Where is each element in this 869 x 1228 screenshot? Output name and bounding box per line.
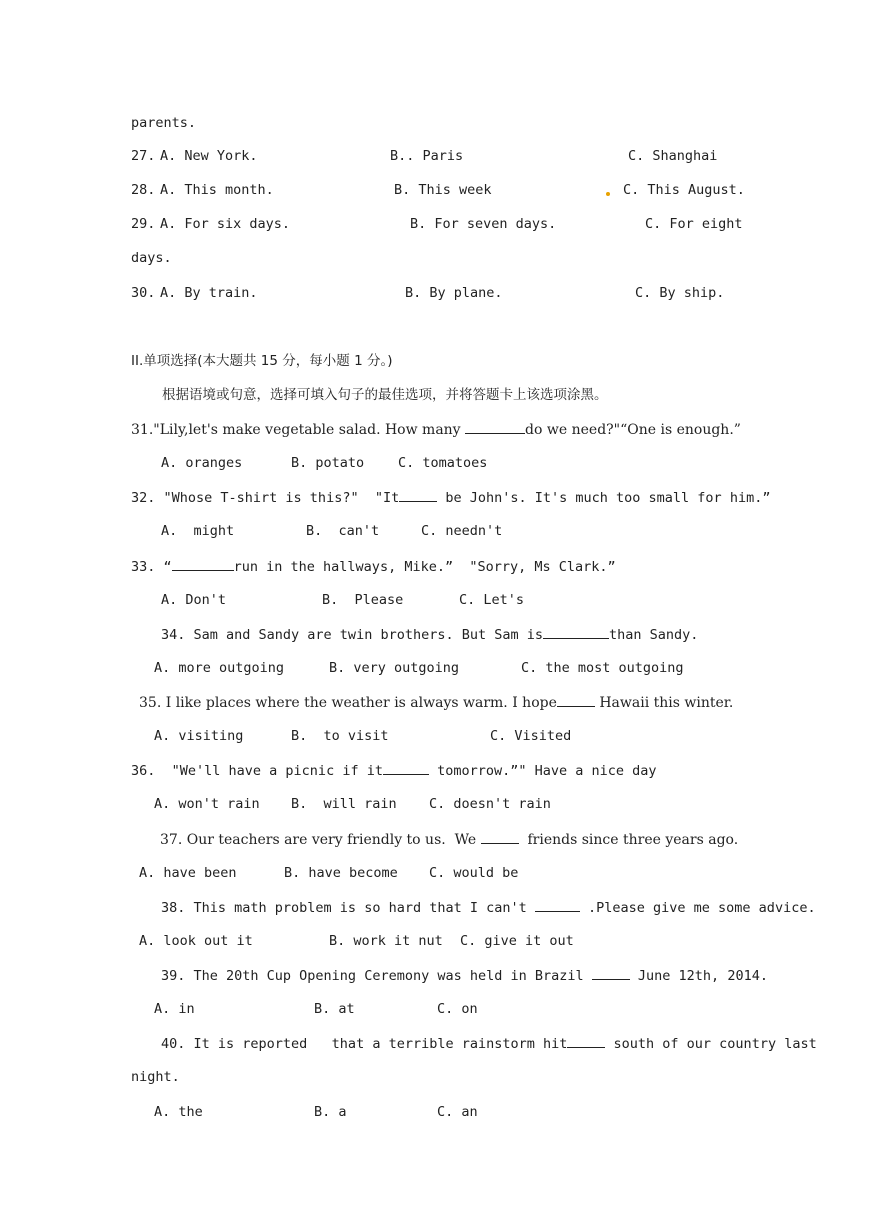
- option-c: C. For eight: [645, 216, 743, 232]
- option-c: C. Let's: [459, 592, 525, 608]
- option-b: B. can't: [306, 523, 380, 539]
- question-stem: 38. This math problem is so hard that I can't .Please give me some advice.: [161, 900, 816, 916]
- section-instruction: 根据语境或句意，选择可填入句子的最佳选项，并将答题卡上该选项涂黑。: [162, 387, 608, 403]
- option-c: C. By ship.: [635, 285, 725, 301]
- option-c-wrap: days.: [131, 250, 172, 266]
- question-stem-wrap: night.: [131, 1069, 180, 1085]
- question-number: 29.: [131, 216, 156, 232]
- answer-blank: [465, 420, 525, 434]
- answer-blank: [567, 1034, 605, 1048]
- question-number: 30.: [131, 285, 156, 301]
- continuation-text: parents.: [131, 115, 197, 131]
- option-c: C. Visited: [490, 728, 572, 744]
- option-b: B. very outgoing: [329, 660, 460, 676]
- option-c: C. would be: [429, 865, 519, 881]
- option-b: B. By plane.: [405, 285, 503, 301]
- option-c: C. give it out: [460, 933, 574, 949]
- answer-blank: [172, 557, 234, 571]
- option-b: B. potato: [291, 455, 365, 471]
- answer-blank: [557, 693, 595, 707]
- option-c: C. needn't: [421, 523, 503, 539]
- option-a: A. visiting: [154, 728, 244, 744]
- option-b: B. at: [314, 1001, 355, 1017]
- option-b: B. to visit: [291, 728, 389, 744]
- option-c: C. doesn't rain: [429, 796, 551, 812]
- option-c: C. an: [437, 1104, 478, 1120]
- option-b: B. work it nut: [329, 933, 443, 949]
- option-c: C. Shanghai: [628, 148, 718, 164]
- answer-blank: [481, 830, 519, 844]
- question-number: 27.: [131, 148, 156, 164]
- option-a: A. the: [154, 1104, 203, 1120]
- answer-blank: [535, 898, 580, 912]
- question-stem: 37. Our teachers are very friendly to us. We friends since three years ago.: [160, 832, 739, 848]
- question-stem: 36. "We'll have a picnic if it tomorrow.”" Have a nice day: [131, 763, 657, 779]
- question-stem: 31."Lily,let's make vegetable salad. How many do we need?"“One is enough.”: [131, 422, 741, 438]
- section-heading: II.单项选择(本大题共 15 分，每小题 1 分。): [131, 353, 393, 369]
- question-stem: 40. It is reported that a terrible rainstorm hit south of our country last: [161, 1036, 817, 1052]
- stray-mark: [606, 192, 610, 196]
- option-a: A. This month.: [160, 182, 274, 198]
- question-stem: 34. Sam and Sandy are twin brothers. But Sam is than Sandy.: [161, 627, 699, 643]
- option-a: A. For six days.: [160, 216, 291, 232]
- question-stem: 33. “ run in the hallways, Mike.” "Sorry, Ms Clark.”: [131, 559, 616, 575]
- option-a: A. New York.: [160, 148, 258, 164]
- option-a: A. oranges: [161, 455, 243, 471]
- option-c: C. the most outgoing: [521, 660, 684, 676]
- option-b: B. This week: [394, 182, 492, 198]
- option-a: A. won't rain: [154, 796, 260, 812]
- option-b: B.. Paris: [390, 148, 464, 164]
- option-a: A. in: [154, 1001, 195, 1017]
- option-a: A. By train.: [160, 285, 258, 301]
- option-a: A. have been: [139, 865, 237, 881]
- option-a: A. might: [161, 523, 235, 539]
- option-a: A. Don't: [161, 592, 227, 608]
- option-c: C. tomatoes: [398, 455, 488, 471]
- option-a: A. more outgoing: [154, 660, 285, 676]
- option-b: B. will rain: [291, 796, 397, 812]
- option-b: B. have become: [284, 865, 398, 881]
- question-stem: 35. I like places where the weather is always warm. I hope Hawaii this winter.: [139, 695, 734, 711]
- answer-blank: [399, 488, 437, 502]
- question-stem: 32. "Whose T-shirt is this?" "It be John's. It's much too small for him.”: [131, 490, 771, 506]
- question-stem: 39. The 20th Cup Opening Ceremony was held in Brazil June 12th, 2014.: [161, 968, 768, 984]
- option-b: B. Please: [322, 592, 404, 608]
- option-b: B. a: [314, 1104, 347, 1120]
- option-c: C. on: [437, 1001, 478, 1017]
- option-b: B. For seven days.: [410, 216, 557, 232]
- answer-blank: [383, 761, 429, 775]
- question-number: 28.: [131, 182, 156, 198]
- option-c: C. This August.: [623, 182, 745, 198]
- answer-blank: [543, 625, 609, 639]
- answer-blank: [592, 966, 630, 980]
- option-a: A. look out it: [139, 933, 253, 949]
